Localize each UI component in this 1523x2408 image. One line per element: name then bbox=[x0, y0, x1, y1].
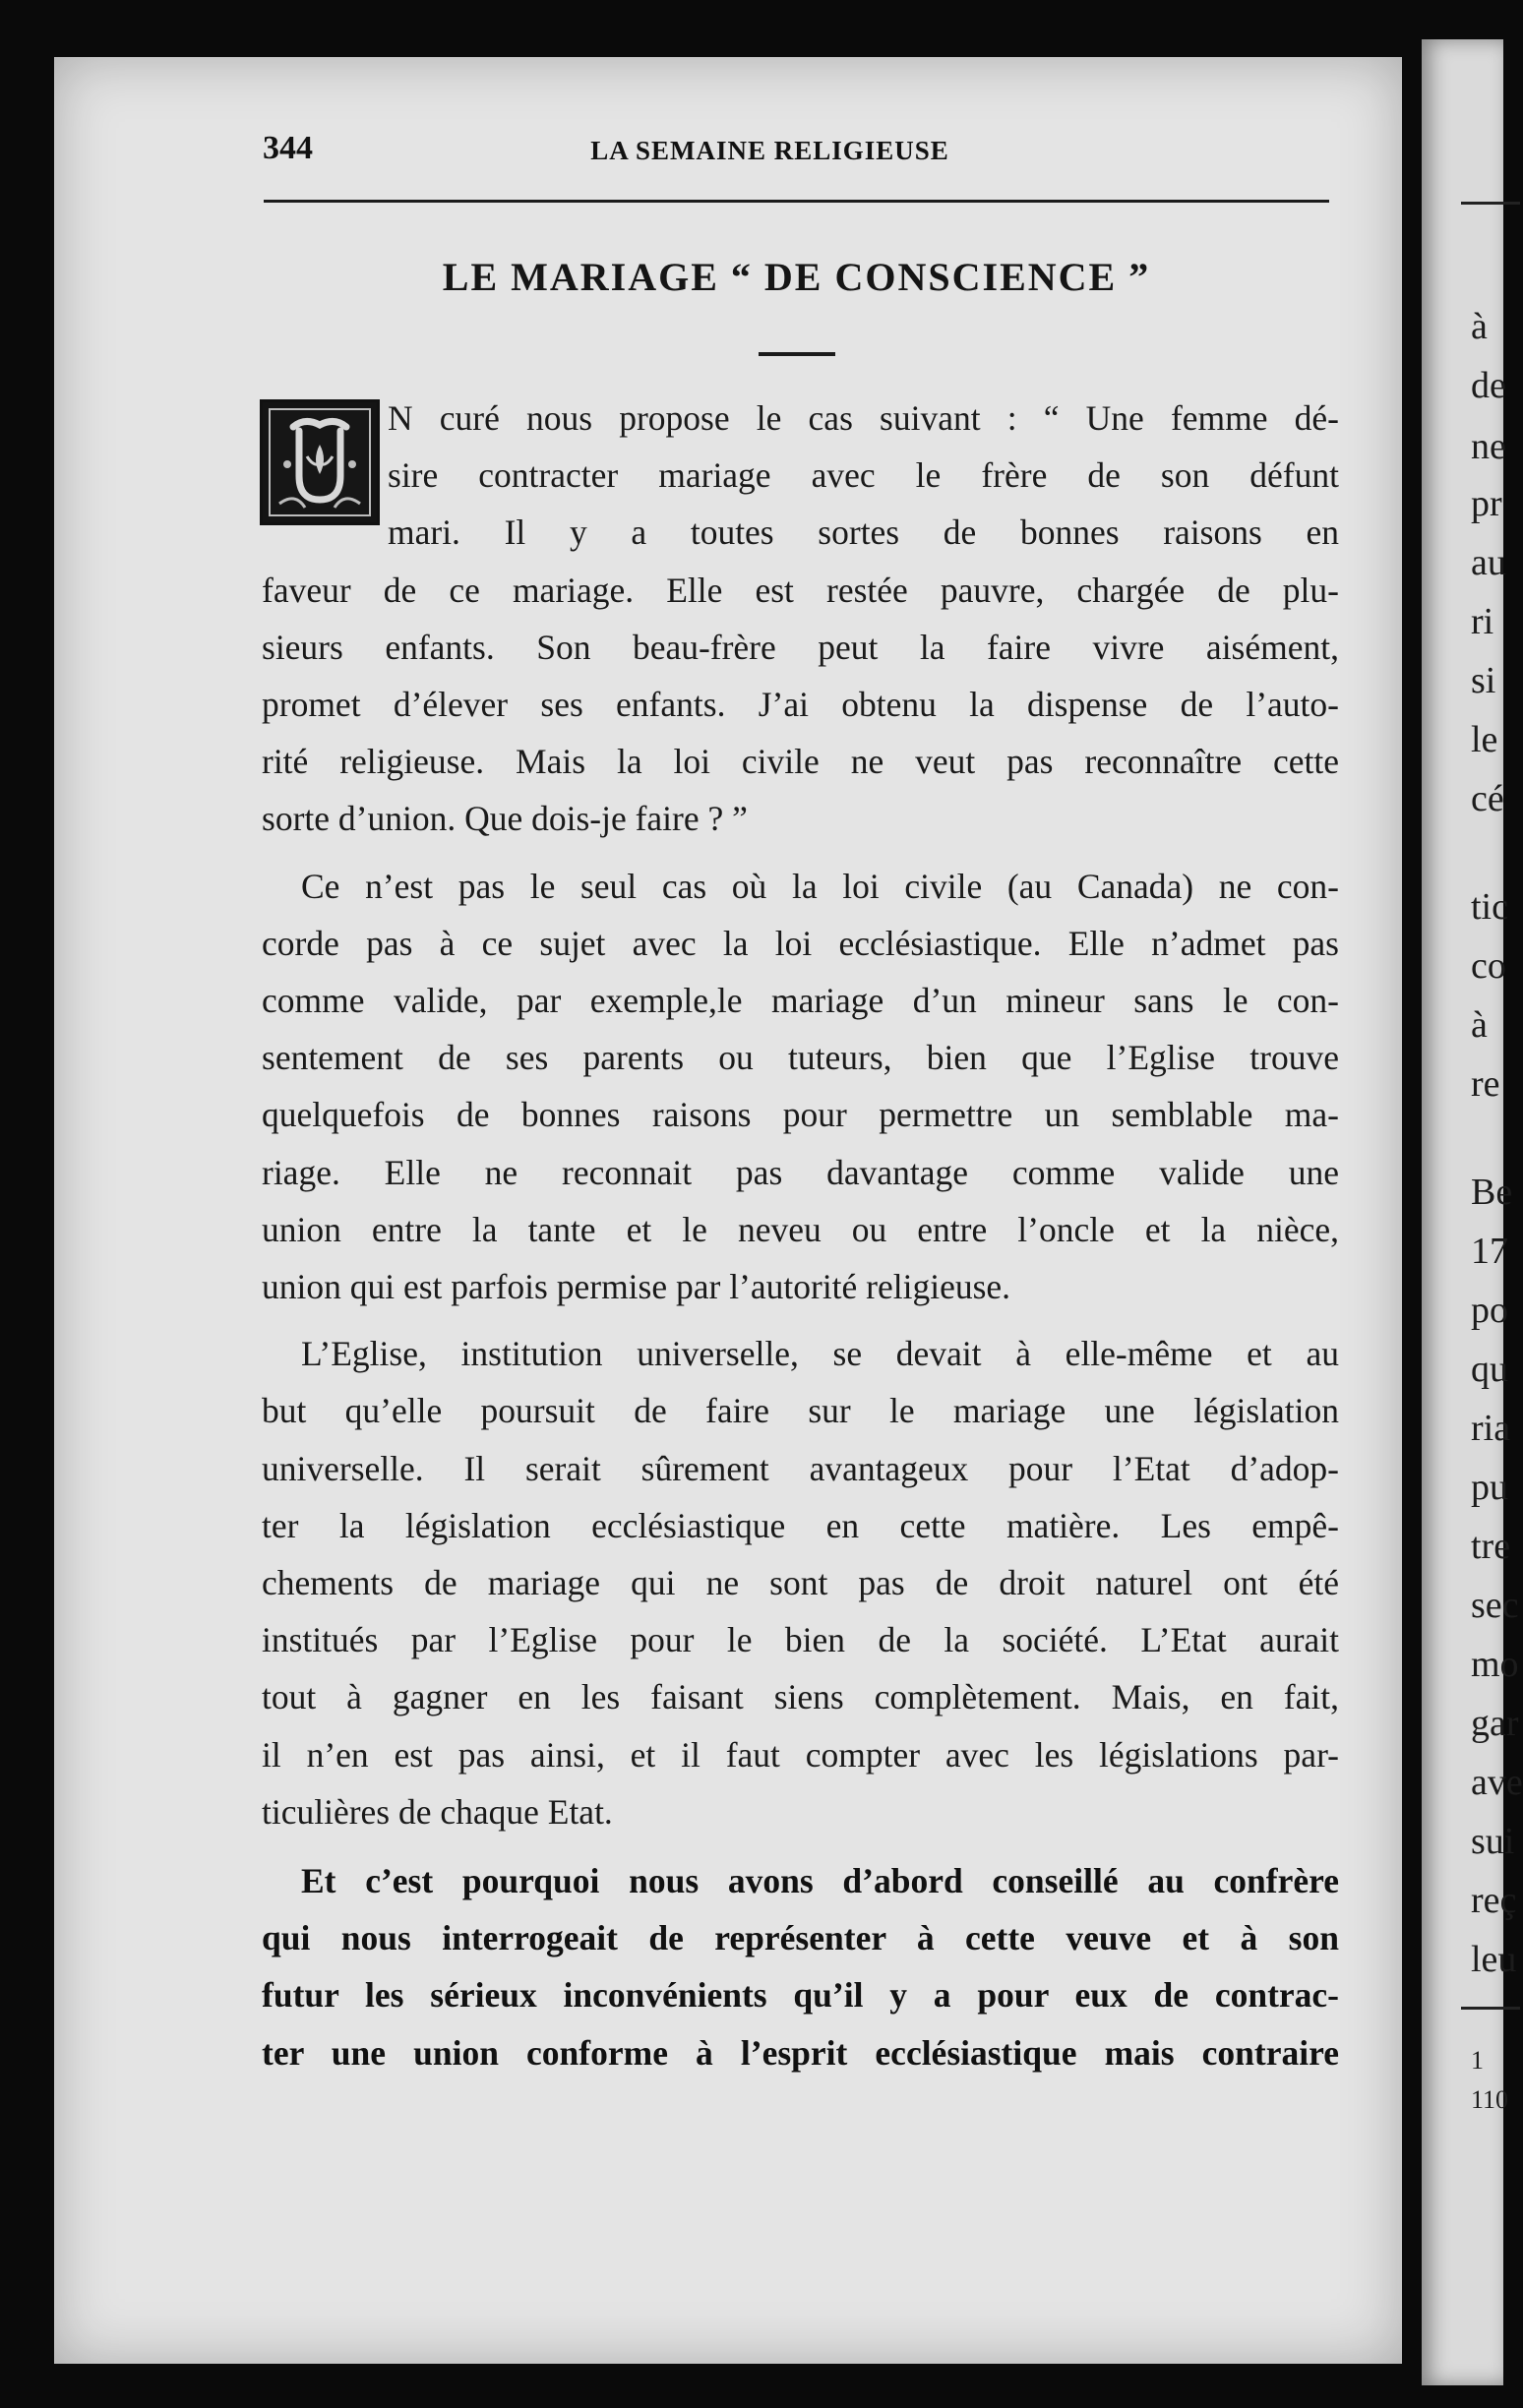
adjacent-page-fragment: pu bbox=[1471, 1467, 1508, 1508]
adjacent-page-fragment: 1 bbox=[1471, 2046, 1484, 2075]
adjacent-page-fragment: ave bbox=[1471, 1762, 1523, 1803]
adjacent-page-fragment: tre bbox=[1471, 1526, 1511, 1567]
text-line: institués par l’Eglise pour le bien de la société. L’Etat aurait bbox=[262, 1620, 1339, 1660]
adjacent-page-fragment: Be bbox=[1471, 1172, 1513, 1213]
text-line: sieurs enfants. Son beau-frère peut la faire vivre aisément, bbox=[262, 627, 1339, 667]
adjacent-page-fragment: ri bbox=[1471, 601, 1494, 642]
text-line: union entre la tante et le neveu ou entre l’oncle et la nièce, bbox=[262, 1209, 1339, 1249]
title-divider bbox=[759, 352, 835, 356]
text-line: ter la législation ecclésiastique en cette matière. Les empê- bbox=[262, 1505, 1339, 1545]
text-line: union qui est parfois permise par l’autorité religieuse. bbox=[262, 1267, 1011, 1307]
text-line: il n’en est pas ainsi, et il faut compter avec les législations par- bbox=[262, 1734, 1339, 1775]
text-line: L’Eglise, institution universelle, se devait à elle-même et au bbox=[301, 1334, 1339, 1374]
adjacent-page-fragment: co bbox=[1471, 945, 1506, 987]
text-line: universelle. Il serait sûrement avantageux pour l’Etat d’adop- bbox=[262, 1448, 1339, 1488]
paragraph bbox=[262, 1325, 1339, 1840]
adjacent-page-fragment: gar bbox=[1471, 1703, 1519, 1744]
adjacent-page-fragment: à bbox=[1471, 306, 1488, 347]
text-line: ter une union conforme à l’esprit ecclésiastique mais contraire bbox=[262, 2032, 1339, 2073]
adjacent-footnote-rule bbox=[1461, 2007, 1520, 2010]
page-header bbox=[212, 130, 1328, 179]
page-number: 344 bbox=[263, 130, 313, 166]
text-line: rité religieuse. Mais la loi civile ne veut pas reconnaître cette bbox=[262, 742, 1339, 782]
text-line: qui nous interrogeait de représenter à cette veuve et à son bbox=[262, 1918, 1339, 1958]
text-line: sire contracter mariage avec le frère de son défunt bbox=[388, 455, 1339, 496]
article-title: LE MARIAGE “ DE CONSCIENCE ” bbox=[442, 255, 1151, 299]
text-line: Ce n’est pas le seul cas où la loi civile (au Canada) ne con- bbox=[301, 866, 1339, 906]
text-line: chements de mariage qui ne sont pas de droit naturel ont été bbox=[262, 1563, 1339, 1603]
text-line: sentement de ses parents ou tuteurs, bien que l’Eglise trouve bbox=[262, 1038, 1339, 1078]
text-line: N curé nous propose le cas suivant : “ Une femme dé- bbox=[388, 398, 1339, 438]
adjacent-page-fragment: tic bbox=[1471, 886, 1508, 928]
text-line: corde pas à ce sujet avec la loi ecclésiastique. Elle n’admet pas bbox=[262, 923, 1339, 963]
adjacent-page-fragment: pr bbox=[1471, 483, 1502, 524]
adjacent-header-rule bbox=[1461, 202, 1520, 205]
text-line: faveur de ce mariage. Elle est restée pauvre, chargée de plu- bbox=[262, 570, 1339, 610]
adjacent-page-fragment: leu bbox=[1471, 1939, 1517, 1980]
adjacent-page-fragment: 110 bbox=[1471, 2085, 1509, 2114]
text-line: quelquefois de bonnes raisons pour permettre un semblable ma- bbox=[262, 1095, 1339, 1135]
article-body bbox=[262, 390, 1339, 2081]
paragraph bbox=[262, 390, 1339, 848]
text-line: ticulières de chaque Etat. bbox=[262, 1791, 613, 1832]
running-head: LA SEMAINE RELIGIEUSE bbox=[590, 136, 949, 165]
adjacent-page-fragment: re bbox=[1471, 1063, 1500, 1105]
text-line: comme valide, par exemple,le mariage d’un mineur sans le con- bbox=[262, 981, 1339, 1021]
text-line: promet d’élever ses enfants. J’ai obtenu la dispense de l’auto- bbox=[262, 685, 1339, 725]
header-rule bbox=[264, 200, 1329, 203]
text-line: Et c’est pourquoi nous avons d’abord conseillé au confrère bbox=[301, 1861, 1339, 1901]
text-line: futur les sérieux inconvénients qu’il y a pour eux de contrac- bbox=[262, 1975, 1339, 2016]
paragraph bbox=[262, 1852, 1339, 2081]
adjacent-page-fragment: à bbox=[1471, 1004, 1488, 1046]
adjacent-page-fragment: qu bbox=[1471, 1349, 1508, 1390]
adjacent-page-fragment: mo bbox=[1471, 1644, 1519, 1685]
adjacent-page-edge bbox=[1422, 39, 1523, 2385]
adjacent-page-fragment: 17 bbox=[1471, 1231, 1508, 1272]
adjacent-page-fragment: ne bbox=[1471, 426, 1506, 467]
text-line: mari. Il y a toutes sortes de bonnes raisons en bbox=[388, 512, 1339, 553]
paragraph bbox=[262, 858, 1339, 1316]
text-line: but qu’elle poursuit de faire sur le mariage une législation bbox=[262, 1391, 1339, 1431]
adjacent-page-fragment: cé bbox=[1471, 778, 1504, 819]
adjacent-page-fragment: de bbox=[1471, 365, 1506, 406]
adjacent-page-fragment: sui bbox=[1471, 1821, 1515, 1862]
adjacent-page-fragment: sec bbox=[1471, 1585, 1519, 1626]
adjacent-page-fragment: le bbox=[1471, 719, 1498, 760]
adjacent-page-fragment: si bbox=[1471, 660, 1496, 701]
text-line: tout à gagner en les faisant siens complètement. Mais, en fait, bbox=[262, 1677, 1339, 1717]
adjacent-page-fragment: au bbox=[1471, 542, 1506, 583]
adjacent-page-fragment: reç bbox=[1471, 1880, 1517, 1921]
adjacent-page-fragment: ria bbox=[1471, 1408, 1511, 1449]
adjacent-page-fragment: po bbox=[1471, 1290, 1508, 1331]
text-line: sorte d’union. Que dois-je faire ? ” bbox=[262, 799, 748, 839]
text-line: riage. Elle ne reconnait pas davantage comme valide une bbox=[262, 1152, 1339, 1192]
